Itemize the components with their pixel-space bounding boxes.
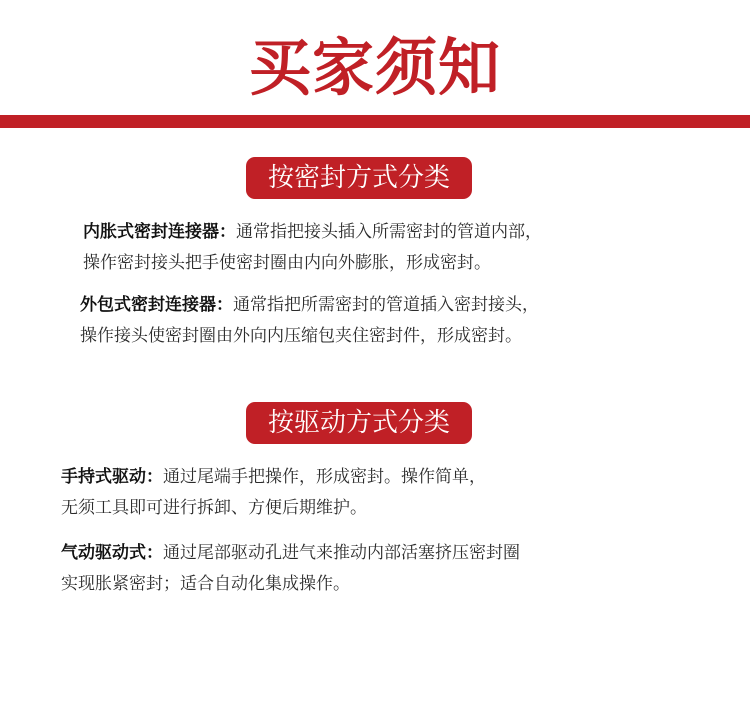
page-title: 买家须知 <box>248 31 501 104</box>
description-line: 操作密封接头把手使密封圈由内向外膨胀，形成密封。 <box>83 253 491 273</box>
term-outer-wrap: 外包式密封连接器： <box>80 295 233 315</box>
description-line: 通常指把所需密封的管道插入密封接头， <box>233 295 539 315</box>
title-divider-bar <box>0 115 750 128</box>
section-heading-seal-type: 按密封方式分类 <box>246 157 472 199</box>
term-pneumatic-drive: 气动驱动式： <box>61 543 163 563</box>
description-line: 通过尾端手把操作，形成密封。操作简单， <box>163 467 486 487</box>
paragraph-manual-drive <box>61 462 486 524</box>
description-line: 操作接头使密封圈由外向内压缩包夹住密封件，形成密封。 <box>80 326 522 346</box>
paragraph-outer-wrap-connector <box>80 290 539 352</box>
term-manual-drive: 手持式驱动： <box>61 467 163 487</box>
description-line: 实现胀紧密封；适合自动化集成操作。 <box>61 574 350 594</box>
description-line: 通常指把接头插入所需密封的管道内部， <box>236 222 542 242</box>
description-line: 无须工具即可进行拆卸、方便后期维护。 <box>61 498 367 518</box>
description-line: 通过尾部驱动孔进气来推动内部活塞挤压密封圈 <box>163 543 520 563</box>
paragraph-inner-expansion-connector <box>83 217 542 279</box>
term-inner-expansion: 内胀式密封连接器： <box>83 222 236 242</box>
section-heading-drive-type: 按驱动方式分类 <box>246 402 472 444</box>
paragraph-pneumatic-drive <box>61 538 520 600</box>
